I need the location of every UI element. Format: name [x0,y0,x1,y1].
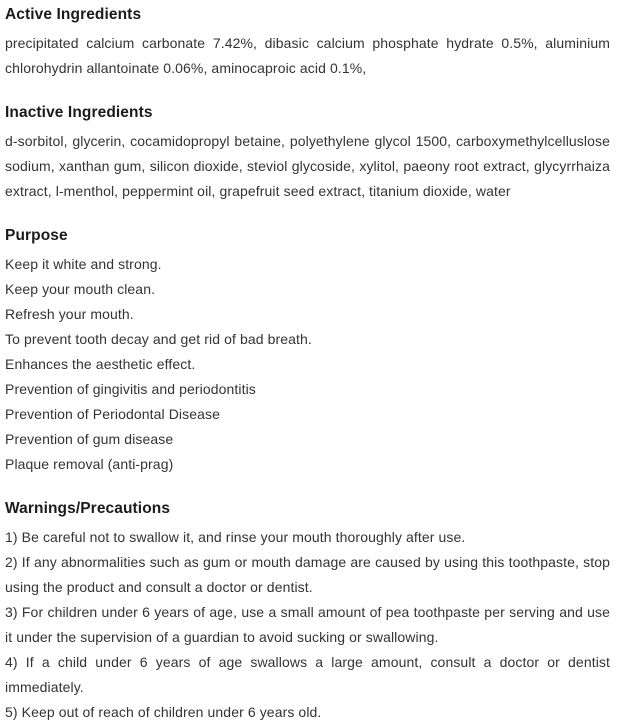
purpose-line: Prevention of Periodontal Disease [5,406,220,422]
warning-item: 5) Keep out of reach of children under 6 years old. [5,704,322,720]
warning-item: 4) If a child under 6 years of age swallows a large amount, consult a doctor or dentist immediately. [5,654,610,695]
purpose-line: Keep it white and strong. [5,256,162,272]
section-active-ingredients [5,4,610,81]
warning-item: 3) For children under 6 years of age, use a small amount of pea toothpaste per serving and use it under the supervision of a guardian to avoid sucking or swallowing. [5,604,610,645]
warning-item: 1) Be careful not to swallow it, and rinse your mouth thoroughly after use. [5,529,466,545]
section-warnings-precautions [5,498,610,725]
purpose-line: Prevention of gingivitis and periodontitis [5,381,256,397]
section-purpose [5,225,610,477]
section-heading-inactive-ingredients: Inactive Ingredients [5,104,153,121]
section-heading-purpose: Purpose [5,227,68,244]
inactive-ingredients-text: d-sorbitol, glycerin, cocamidopropyl betaine, polyethylene glycol 1500, carboxymethylcelluslose sodium, xanthan gum, silicon dioxide, steviol glycoside, xylitol, paeony root extract, glycyrrhaiza extract, l-menthol, peppermint oil, grapefruit seed extract, titanium dioxide, water [5,133,610,199]
purpose-line: Enhances the aesthetic effect. [5,356,196,372]
warning-item: 2) If any abnormalities such as gum or mouth damage are caused by using this toothpaste, stop using the product and consult a doctor or dentist. [5,554,610,595]
purpose-line: Keep your mouth clean. [5,281,156,297]
purpose-line: Refresh your mouth. [5,306,134,322]
purpose-line: Prevention of gum disease [5,431,174,447]
section-heading-active-ingredients: Active Ingredients [5,6,142,23]
purpose-line: To prevent tooth decay and get rid of bad breath. [5,331,312,347]
active-ingredients-text: precipitated calcium carbonate 7.42%, dibasic calcium phosphate hydrate 0.5%, aluminium chlorohydrin allantoinate 0.06%, aminocaproic acid 0.1%, [5,35,610,76]
section-heading-warnings-precautions: Warnings/Precautions [5,500,171,517]
purpose-line: Plaque removal (anti-prag) [5,456,174,472]
section-inactive-ingredients [5,102,610,204]
